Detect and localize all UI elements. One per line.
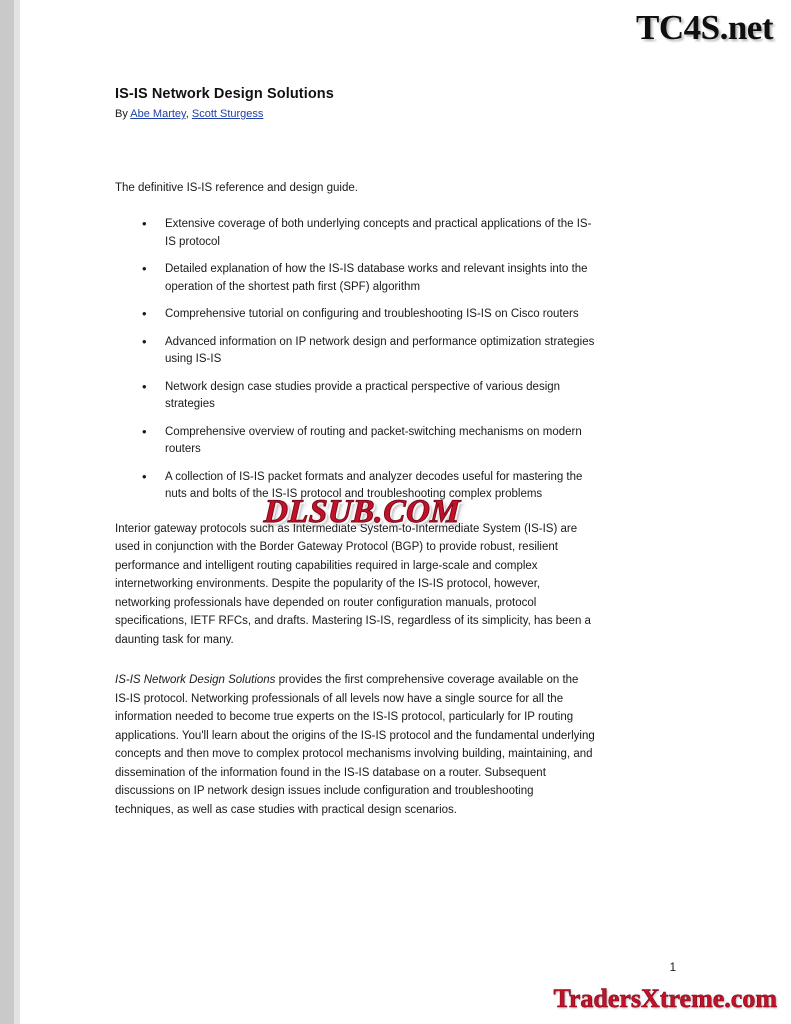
page-number: 1 <box>669 962 676 974</box>
list-item: • Network design case studies provide a practical perspective of various design strategies <box>115 379 595 414</box>
paragraph-overview <box>115 671 595 819</box>
watermark-center: DLSUB.COM <box>263 494 462 530</box>
watermark-top-right: TC4S.net <box>636 8 773 47</box>
page-gutter-left-inner <box>14 0 20 1024</box>
byline-prefix: By <box>115 108 131 120</box>
page-title: IS-IS Network Design Solutions <box>115 86 334 102</box>
author-link-2[interactable]: Scott Sturgess <box>191 108 264 120</box>
byline <box>115 108 595 120</box>
list-item: • Comprehensive overview of routing and packet-switching mechanisms on modern routers <box>115 424 595 459</box>
list-item: • Comprehensive tutorial on configuring and troubleshooting IS-IS on Cisco routers <box>115 306 595 324</box>
list-item: • Detailed explanation of how the IS-IS database works and relevant insights into the operation of the shortest path first (SPF) algorithm <box>115 261 595 296</box>
page-gutter-left <box>0 0 14 1024</box>
paragraph-intro: Interior gateway protocols such as Intermediate System-to-Intermediate System (IS-IS) are used in conjunction with the Border Gateway Protocol (BGP) to provide robust, resilient performance and intelligent routing capabilities required in large-scale and complex internetworking environments. Despite the popularity of the IS-IS protocol, however, networking professionals have depended on router configuration manuals, protocol specifications, IETF RFCs, and drafts. Mastering IS-IS, regardless of its simplicity, has been a daunting task for many. <box>115 522 591 646</box>
author-separator-1: , <box>185 108 192 120</box>
list-item: • Advanced information on IP network design and performance optimization strategies using IS-IS <box>115 334 595 369</box>
book-title-italic: IS-IS Network Design Solutions <box>115 674 276 686</box>
tagline: The definitive IS-IS reference and design guide. <box>115 182 358 194</box>
author-link-1[interactable]: Abe Martey <box>130 108 186 120</box>
paragraph-overview-rest: provides the first comprehensive coverage available on the IS-IS protocol. Networking professionals of all levels now have a single source for all the information needed to become true experts on the IS-IS protocol, particularly for IP routing applications. You'll learn about the origins of the IS-IS protocol and the fundamental underlying concepts and then move to complex protocol mechanisms involving building, maintaining, and dissemination of the information found in the IS-IS database on a router. Subsequent discussions on IP network design issues include configuration and troubleshooting techniques, as well as case studies with practical design scenarios. <box>115 674 595 816</box>
watermark-bottom-right: TradersXtreme.com <box>553 984 777 1013</box>
feature-bullet-list <box>115 216 595 504</box>
list-item: • Extensive coverage of both underlying concepts and practical applications of the IS-IS protocol <box>115 216 595 251</box>
document-content <box>115 86 595 819</box>
list-item: • A collection of IS-IS packet formats and analyzer decodes useful for mastering the nuts and bolts of the IS-IS protocol and troubleshooting complex problems <box>115 469 595 504</box>
